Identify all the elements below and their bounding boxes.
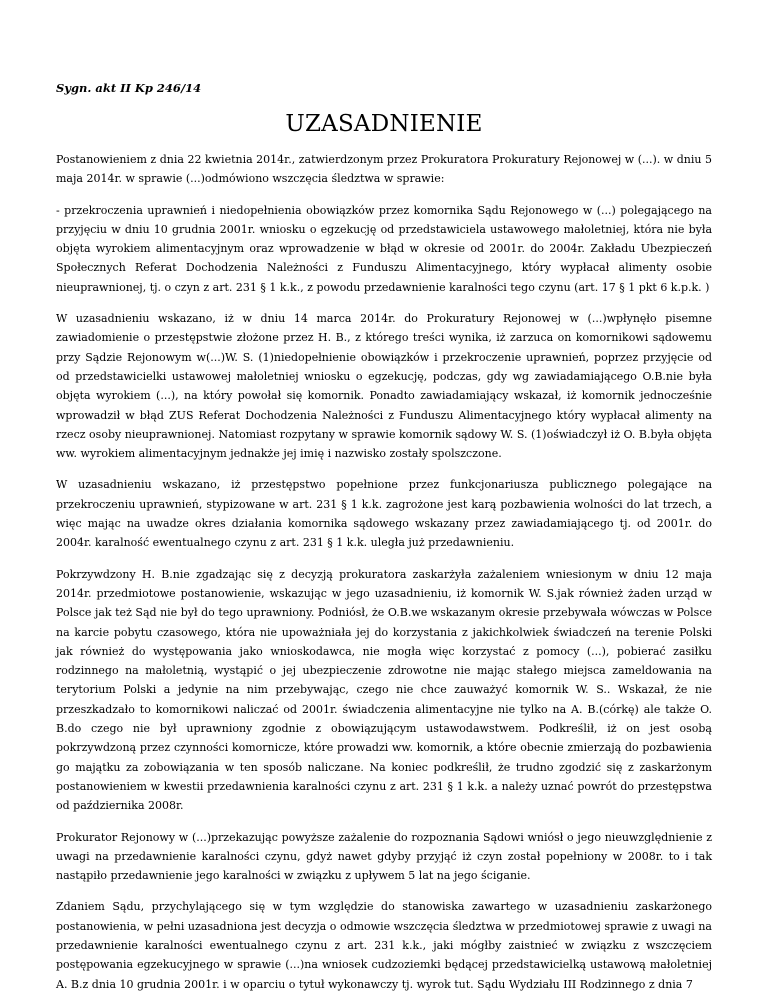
paragraph-justification-limitation: W uzasadnieniu wskazano, iż przestępstwo popełnione przez funkcjonariusza publicznego polegające na przekroczeniu uprawnień, stypizowane w art. 231 § 1 k.k. zagrożone jest karą pozbawienia wolności do lat trzech, a więc mając na uwadze okres działania komornika sądowego wskazany przez zawiadamiającego tj. od 2001r. do 2004r. karalność ewentualnego czynu z art. 231 § 1 k.k. uległa już przedawnieniu. [56,478,712,550]
paragraph-court-opinion: Zdaniem Sądu, przychylającego się w tym względzie do stanowiska zawartego w uzasadnieniu zaskarżonego postanowienia, w pełni uzasadniona jest decyzja o odmowie wszczęcia śledztwa w przedmiotowej sprawie z uwagi na przedawnienie karalności ewentualnego czynu z art. 231 k.k., jaki mógłby zaistnieć w związku z wszczęciem postępowania egzekucyjnego w sprawie (...)na wniosek cudzoziemki będącej przedstawicielką ustawową małoletniej A. B.z dnia 10 grudnia 2001r. i w oparciu o tytuł wykonawczy tj. wyrok tut. Sądu Wydziału III Rodzinnego z dnia 7 [56,900,712,991]
case-signature: Sygn. akt II Kp 246/14 [56,81,202,95]
paragraph-complaint: Pokrzywdzony H. B.nie zgadzając się z decyzją prokuratora zaskarżyła zażaleniem wniesionym w dniu 12 maja 2014r. przedmiotowe postanowienie, wskazując w jego uzasadnieniu, iż komornik W. S.jak również żaden urząd w Polsce jak też Sąd nie był do tego uprawniony. Podniósł, że O.B.we wskazanym okresie przebywała wówczas w Polsce na karcie pobytu czasowego, która nie upoważniała jej do korzystania z jakichkolwiek świadczeń na terenie Polski jak również do występowania jako wnioskodawca, nie mogła więc korzystać z pomocy (...), pobierać zasiłku rodzinnego na małoletnią, wystąpić o jej ubezpieczenie zdrowotne nie mając stałego miejsca zameldowania na terytorium Polski a jedynie na nim przebywając, czego nie chce zauważyć komornik W. S.. Wskazał, że nie przeszkadzało to komornikowi naliczać od 2001r. świadczenia alimentacyjne nie tylko na A. B.(córkę) ale także O. B.do czego nie był uprawniony zgodnie z obowiązującym ustawodawstwem. Podkreślił, iż on jest osobą pokrzywdzoną przez czynności komornicze, które prowadzi ww. komornik, a które obecnie zmierzają do pozbawienia go majątku za zobowiązania w ten sposób naliczane. Na koniec podkreślił, że trudno zgodzić się z zaskarżonym postanowieniem w kwestii przedawnienia karalności czynu z art. 231 § 1 k.k. a należy uznać powrót do przestępstwa od października 2008r. [56,567,712,813]
paragraph-justification-notice: W uzasadnieniu wskazano, iż w dniu 14 marca 2014r. do Prokuratury Rejonowej w (...)wpłynęło pisemne zawiadomienie o przestępstwie złożone przez H. B., z którego treści wynika, iż zarzuca on komornikowi sądowemu przy Sądzie Rejonowym w(...)W. S. (1)niedopełnienie obowiązków i przekroczenie uprawnień, poprzez przyjęcie od od przedstawicielki ustawowej małoletniej wniosku o egzekucję, podczas, gdy wg zawiadamiającego O.B.nie była objęta wyrokiem (...), na który powołał się komornik. Ponadto zawiadamiający wskazał, iż komornik jednocześnie wprowadził w błąd ZUS Referat Dochodzenia Należności z Funduszu Alimentacyjnego który wypłacał alimenty na rzecz osoby nieuprawnionej. Natomiast rozpytany w sprawie komornik sądowy W. S. (1)oświadczył iż O. B.była objęta ww. wyrokiem alimentacyjnym jednakże jej imię i nazwisko zostały spolszczone. [56,312,712,461]
document-title: UZASADNIENIE [285,111,483,137]
paragraph-prosecutor-response: Prokurator Rejonowy w (...)przekazując powyższe zażalenie do rozpoznania Sądowi wniósł o jego nieuwzględnienie z uwagi na przedawnienie karalności czynu, gdyż nawet gdyby przyjąć iż czyn został popełniony w 2008r. to i tak nastąpiło przedawnienie jego karalności w związku z upływem 5 lat na jego ściganie. [56,830,712,883]
paragraph-decision: Postanowieniem z dnia 22 kwietnia 2014r., zatwierdzonym przez Prokuratora Prokuratury Rejonowej w (...). w dniu 5 maja 2014r. w sprawie (...)odmówiono wszczęcia śledztwa w sprawie: [56,153,712,186]
paragraph-charge: - przekroczenia uprawnień i niedopełnienia obowiązków przez komornika Sądu Rejonowego w (...) polegającego na przyjęciu w dniu 10 grudnia 2001r. wniosku o egzekucję od przedstawiciela ustawowego małoletniej, która nie była objęta wyrokiem alimentacyjnym oraz wprowadzenie w błąd w okresie od 2001r. do 2004r. Zakładu Ubezpieczeń Społecznych Referat Dochodzenia Należności z Funduszu Alimentacyjnego, który wypłacał alimenty osobie nieuprawnionej, tj. o czyn z art. 231 § 1 k.k., z powodu przedawnienie karalności tego czynu (art. 17 § 1 pkt 6 k.p.k. ) [56,203,712,294]
document-page [56,80,712,1006]
